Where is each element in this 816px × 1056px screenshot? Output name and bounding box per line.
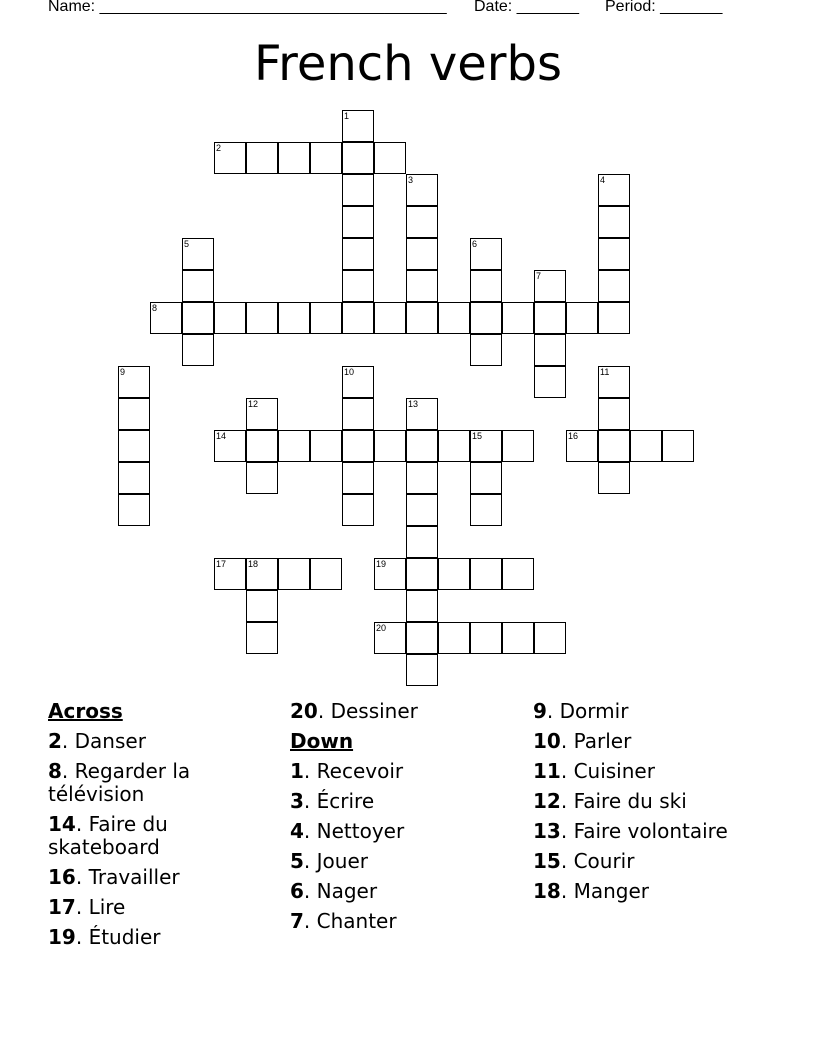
clue-number-label: 9 — [120, 367, 126, 377]
crossword-cell[interactable] — [406, 590, 438, 622]
crossword-cell[interactable] — [534, 366, 566, 398]
clue-number-label: 16 — [568, 431, 579, 441]
crossword-cell[interactable] — [342, 110, 374, 142]
clue-number-label: 5 — [184, 239, 190, 249]
crossword-cell[interactable] — [310, 142, 342, 174]
clue-number-label: 4 — [600, 175, 606, 185]
crossword-cell[interactable] — [214, 142, 246, 174]
name-field[interactable]: Name: _______________________________________ — [48, 0, 447, 15]
crossword-cell[interactable] — [278, 302, 310, 334]
clue-number-label: 19 — [376, 559, 387, 569]
crossword-cell[interactable] — [406, 430, 438, 462]
crossword-cell[interactable] — [406, 654, 438, 686]
crossword-cell[interactable] — [598, 206, 630, 238]
crossword-cell[interactable] — [374, 302, 406, 334]
crossword-cell[interactable] — [118, 398, 150, 430]
crossword-cell[interactable] — [406, 238, 438, 270]
crossword-cell[interactable] — [534, 302, 566, 334]
clue-across-17: 17. Lire — [48, 895, 126, 919]
crossword-cell[interactable] — [374, 622, 406, 654]
crossword-cell[interactable] — [374, 142, 406, 174]
clue-down-11: 11. Cuisiner — [533, 759, 655, 783]
crossword-cell[interactable] — [406, 270, 438, 302]
crossword-cell[interactable] — [214, 430, 246, 462]
crossword-cell[interactable] — [598, 430, 630, 462]
clue-down-18: 18. Manger — [533, 879, 649, 903]
crossword-cell[interactable] — [470, 270, 502, 302]
crossword-cell[interactable] — [310, 430, 342, 462]
crossword-cell[interactable] — [406, 558, 438, 590]
crossword-cell[interactable] — [118, 462, 150, 494]
crossword-cell[interactable] — [598, 238, 630, 270]
crossword-cell[interactable] — [342, 430, 374, 462]
crossword-cell[interactable] — [438, 302, 470, 334]
crossword-cell[interactable] — [470, 430, 502, 462]
clue-down-9: 9. Dormir — [533, 699, 629, 723]
crossword-cell[interactable] — [502, 302, 534, 334]
clue-across-20: 20. Dessiner — [290, 699, 418, 723]
crossword-cell[interactable] — [342, 174, 374, 206]
crossword-cell[interactable] — [182, 334, 214, 366]
crossword-cell[interactable] — [470, 302, 502, 334]
crossword-cell[interactable] — [534, 622, 566, 654]
crossword-cell[interactable] — [470, 334, 502, 366]
crossword-cell[interactable] — [342, 270, 374, 302]
across-heading: Across — [48, 699, 123, 723]
crossword-cell[interactable] — [342, 238, 374, 270]
crossword-cell[interactable] — [214, 558, 246, 590]
crossword-cell[interactable] — [406, 302, 438, 334]
crossword-cell[interactable] — [118, 494, 150, 526]
crossword-cell[interactable] — [470, 558, 502, 590]
crossword-cell[interactable] — [438, 622, 470, 654]
crossword-cell[interactable] — [470, 622, 502, 654]
crossword-cell[interactable] — [598, 462, 630, 494]
clue-number-label: 8 — [152, 303, 158, 313]
crossword-cell[interactable] — [342, 462, 374, 494]
crossword-cell[interactable] — [150, 302, 182, 334]
clue-number-label: 2 — [216, 143, 222, 153]
clue-number-label: 15 — [472, 431, 483, 441]
crossword-cell[interactable] — [598, 398, 630, 430]
crossword-cell[interactable] — [406, 462, 438, 494]
crossword-cell[interactable] — [502, 558, 534, 590]
crossword-cell[interactable] — [182, 302, 214, 334]
clue-down-3: 3. Écrire — [290, 789, 375, 813]
clue-number-label: 18 — [248, 559, 259, 569]
clue-down-5: 5. Jouer — [290, 849, 368, 873]
clue-down-6: 6. Nager — [290, 879, 378, 903]
clue-number-label: 14 — [216, 431, 227, 441]
crossword-cell[interactable] — [534, 270, 566, 302]
clue-down-4: 4. Nettoyer — [290, 819, 405, 843]
crossword-cell[interactable] — [214, 302, 246, 334]
crossword-cell[interactable] — [406, 174, 438, 206]
crossword-cell[interactable] — [406, 622, 438, 654]
crossword-cell[interactable] — [374, 430, 406, 462]
crossword-cell[interactable] — [246, 462, 278, 494]
crossword-cell[interactable] — [406, 206, 438, 238]
page-title: French verbs — [254, 36, 562, 92]
crossword-cell[interactable] — [438, 558, 470, 590]
clue-across-19: 19. Étudier — [48, 925, 161, 949]
clue-number-label: 7 — [536, 271, 542, 281]
crossword-cell[interactable] — [118, 430, 150, 462]
clue-down-15: 15. Courir — [533, 849, 635, 873]
crossword-cell[interactable] — [182, 270, 214, 302]
clue-down-12: 12. Faire du ski — [533, 789, 687, 813]
crossword-cell[interactable] — [534, 334, 566, 366]
crossword-cell[interactable] — [278, 142, 310, 174]
crossword-cell[interactable] — [598, 174, 630, 206]
crossword-cell[interactable] — [598, 270, 630, 302]
crossword-cell[interactable] — [598, 366, 630, 398]
crossword-cell[interactable] — [182, 238, 214, 270]
crossword-cell[interactable] — [246, 430, 278, 462]
crossword-cell[interactable] — [246, 590, 278, 622]
crossword-cell[interactable] — [470, 462, 502, 494]
crossword-cell[interactable] — [406, 494, 438, 526]
clue-across-16: 16. Travailler — [48, 865, 180, 889]
clue-number-label: 20 — [376, 623, 387, 633]
period-field[interactable]: Period: _______ — [605, 0, 723, 15]
crossword-cell[interactable] — [598, 302, 630, 334]
clue-across-2: 2. Danser — [48, 729, 146, 753]
clue-across-8: 8. Regarder la télévision — [48, 759, 191, 806]
clue-down-10: 10. Parler — [533, 729, 632, 753]
down-heading: Down — [290, 729, 354, 753]
clue-number-label: 6 — [472, 239, 478, 249]
clue-number-label: 11 — [600, 367, 610, 377]
clue-number-label: 10 — [344, 367, 355, 377]
crossword-cell[interactable] — [342, 366, 374, 398]
crossword-cell[interactable] — [246, 622, 278, 654]
crossword-cell[interactable] — [246, 302, 278, 334]
crossword-cell[interactable] — [630, 430, 662, 462]
crossword-cell[interactable] — [406, 526, 438, 558]
crossword-cell[interactable] — [342, 206, 374, 238]
crossword-cell[interactable] — [406, 398, 438, 430]
crossword-cell[interactable] — [342, 494, 374, 526]
clue-column-1 — [48, 700, 278, 956]
crossword-cell[interactable] — [374, 558, 406, 590]
crossword-cell[interactable] — [438, 430, 470, 462]
clue-down-1: 1. Recevoir — [290, 759, 404, 783]
date-field[interactable]: Date: _______ — [474, 0, 579, 15]
crossword-cell[interactable] — [342, 142, 374, 174]
clue-number-label: 3 — [408, 175, 414, 185]
crossword-cell[interactable] — [278, 430, 310, 462]
crossword-cell[interactable] — [278, 558, 310, 590]
clue-down-7: 7. Chanter — [290, 909, 397, 933]
crossword-cell[interactable] — [246, 558, 278, 590]
crossword-cell[interactable] — [470, 494, 502, 526]
clue-down-13: 13. Faire volontaire — [533, 819, 728, 843]
clue-across-14: 14. Faire du skateboard — [48, 812, 168, 859]
clue-number-label: 1 — [344, 111, 350, 121]
crossword-cell[interactable] — [246, 142, 278, 174]
crossword-cell[interactable] — [118, 366, 150, 398]
crossword-cell[interactable] — [470, 238, 502, 270]
clue-number-label: 17 — [216, 559, 227, 569]
crossword-cell[interactable] — [342, 302, 374, 334]
crossword-cell[interactable] — [566, 302, 598, 334]
crossword-cell[interactable] — [662, 430, 694, 462]
crossword-cell[interactable] — [310, 302, 342, 334]
clue-column-2 — [290, 700, 520, 940]
crossword-cell[interactable] — [342, 398, 374, 430]
clue-number-label: 12 — [248, 399, 259, 409]
crossword-cell[interactable] — [566, 430, 598, 462]
crossword-cell[interactable] — [502, 430, 534, 462]
clue-column-3 — [533, 700, 793, 910]
crossword-cell[interactable] — [310, 558, 342, 590]
crossword-cell[interactable] — [502, 622, 534, 654]
crossword-cell[interactable] — [246, 398, 278, 430]
clue-number-label: 13 — [408, 399, 419, 409]
